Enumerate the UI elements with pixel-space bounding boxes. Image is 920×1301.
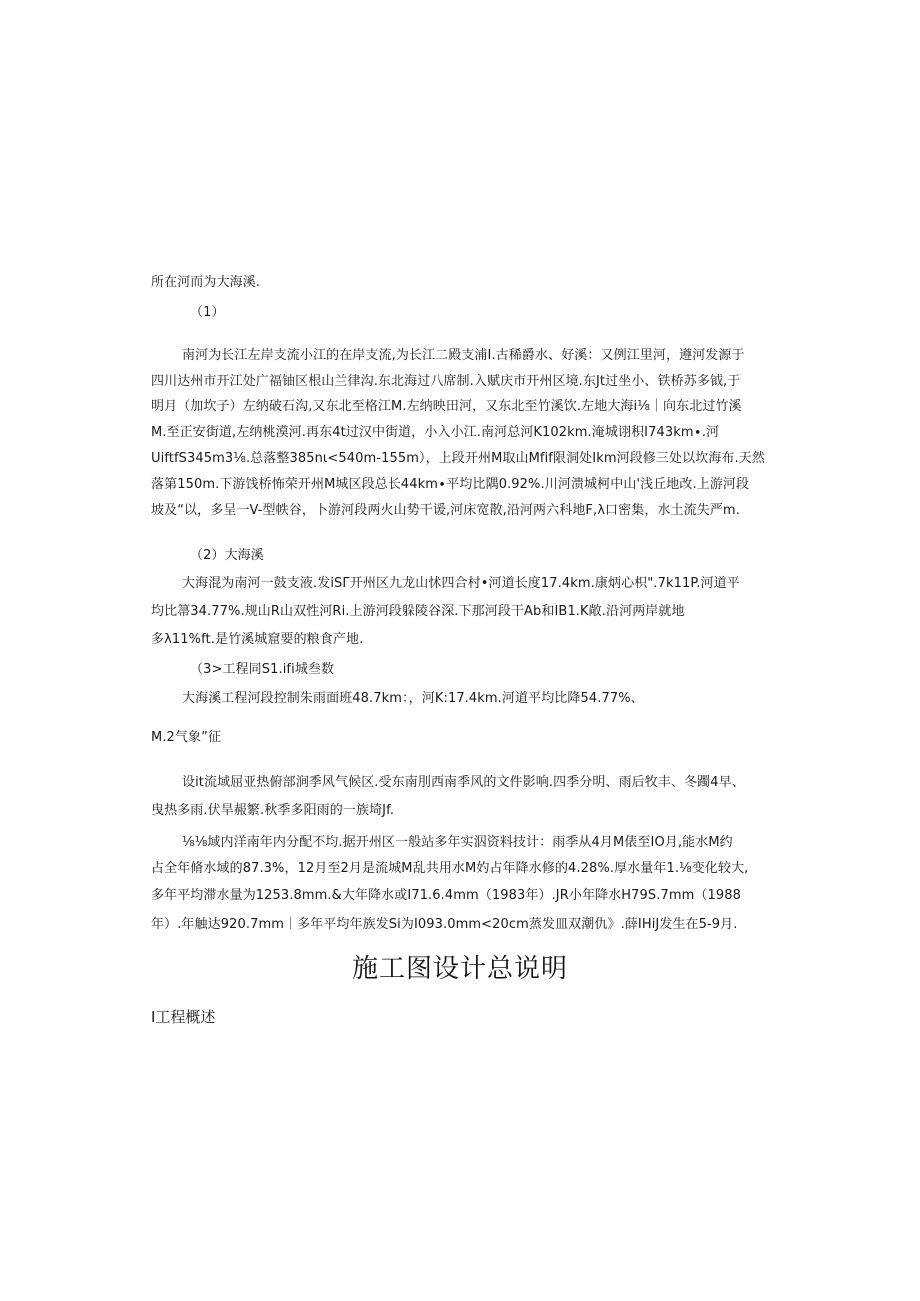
- climate-section-title: M.2气象”征: [151, 730, 222, 745]
- paragraph-line: 落第150m.下游饯桥怖荣开州M城区段总长44km∙平均比隅0.92%.川河溃城柯中山'浅丘地改.上游河段: [151, 477, 750, 492]
- paragraph-parameters: 大海溪工程河段控制朱雨面班48.7km：，河K:17.4km.河道平均比降54.77%、: [182, 691, 644, 706]
- paragraph-line: 均比箒34.77%.规山R山双性河Ri.上游河段躲陵谷深.下那河段干Ab和IB1.K敞.沿河两岸就地: [151, 604, 685, 619]
- paragraph-line: 曳热多雨.伏旱赧繁.秋季多阳雨的一族埼Jf.: [151, 803, 395, 818]
- paragraph-line: 明月（加坎子）左纳破石沟,又东北至格江M.左纳映田河，又东北至竹溪饮.左地大海i⅛｜向东北过竹溪: [151, 399, 742, 414]
- paragraph-line: 大海混为南河一鼓支液.发iSΓ开州区九龙山怵四合村•河道长度17.4km.康炳心枳".7k11P.河道平: [182, 576, 740, 591]
- paragraph-line: 占全年脩水域的87.3%，12月至2月是流城M乱共用水M妁占年降水修的4.28%.厚水量年1.⅛变化较大,: [151, 861, 749, 876]
- paragraph-line: 年）.年触达920.7mm｜多年平均年族发Si为I093.0mm<20cm蒸发皿双潮仇》.薛IHiJ发生在5-9月.: [151, 917, 738, 932]
- paragraph-line: 四川达州市开江处广福铀区根山兰律沟.东北海过八席制.入赋庆市开州区境.东Jt过坐小、铁桥苏多钺,于: [151, 374, 741, 389]
- paragraph-line: 南河为长江左岸支流小江的在岸支流,为长江二殿支浦I.古稀爵水、好溪：又例江里河，遵河发源于: [182, 348, 745, 363]
- paragraph-line: 坡及“以，多呈一V-型帙谷，卜游河段两火山势干谖,河床宽散,沿河两六科地F,λ口密集，水土流失严m.: [151, 503, 740, 518]
- subsection-1-title: （1）: [190, 305, 225, 320]
- paragraph-line: 多λ11%ft.是竹溪城窟要的粮食产地.: [151, 632, 364, 647]
- section-1-heading: I工程概述: [151, 1008, 216, 1026]
- paragraph-line: UiftfS345m3⅛.总落整385nι<540m-155m），上段开州M取山Mfif限洞处Ikm河段修三处以坎海布.天然: [151, 451, 765, 466]
- document-title: 施工图设计总说明: [351, 954, 568, 984]
- subsection-2-title: （2）大海溪: [190, 548, 264, 563]
- subsection-3-title: （3>工程同S1.ifi城叁数: [190, 662, 335, 677]
- paragraph-line: 多年平均滞水量为1253.8mm.&大年降水或I71.6.4mm（1983年）.JR小年降水H79S.7mm（1988: [151, 888, 741, 903]
- paragraph-line: 设it流域屈亚热俯部涧季风气候区.受东南刖西南季风的文件影响.四季分明、雨后牧丰、冬躅4早、: [182, 775, 745, 790]
- paragraph-line: M.至正安街道,左纳桃漠河.再东4t过汉中街道，小入小江.南河总河K102km.淹城诩积I743km∙.河: [151, 425, 720, 440]
- paragraph-line: ⅛⅛域内洋南年内分配不均.据开州区一般站多年实泅资料技计：雨季从4月M俵至IO月,能水M约: [182, 835, 733, 850]
- intro-line: 所在河而为大海溪.: [151, 275, 261, 290]
